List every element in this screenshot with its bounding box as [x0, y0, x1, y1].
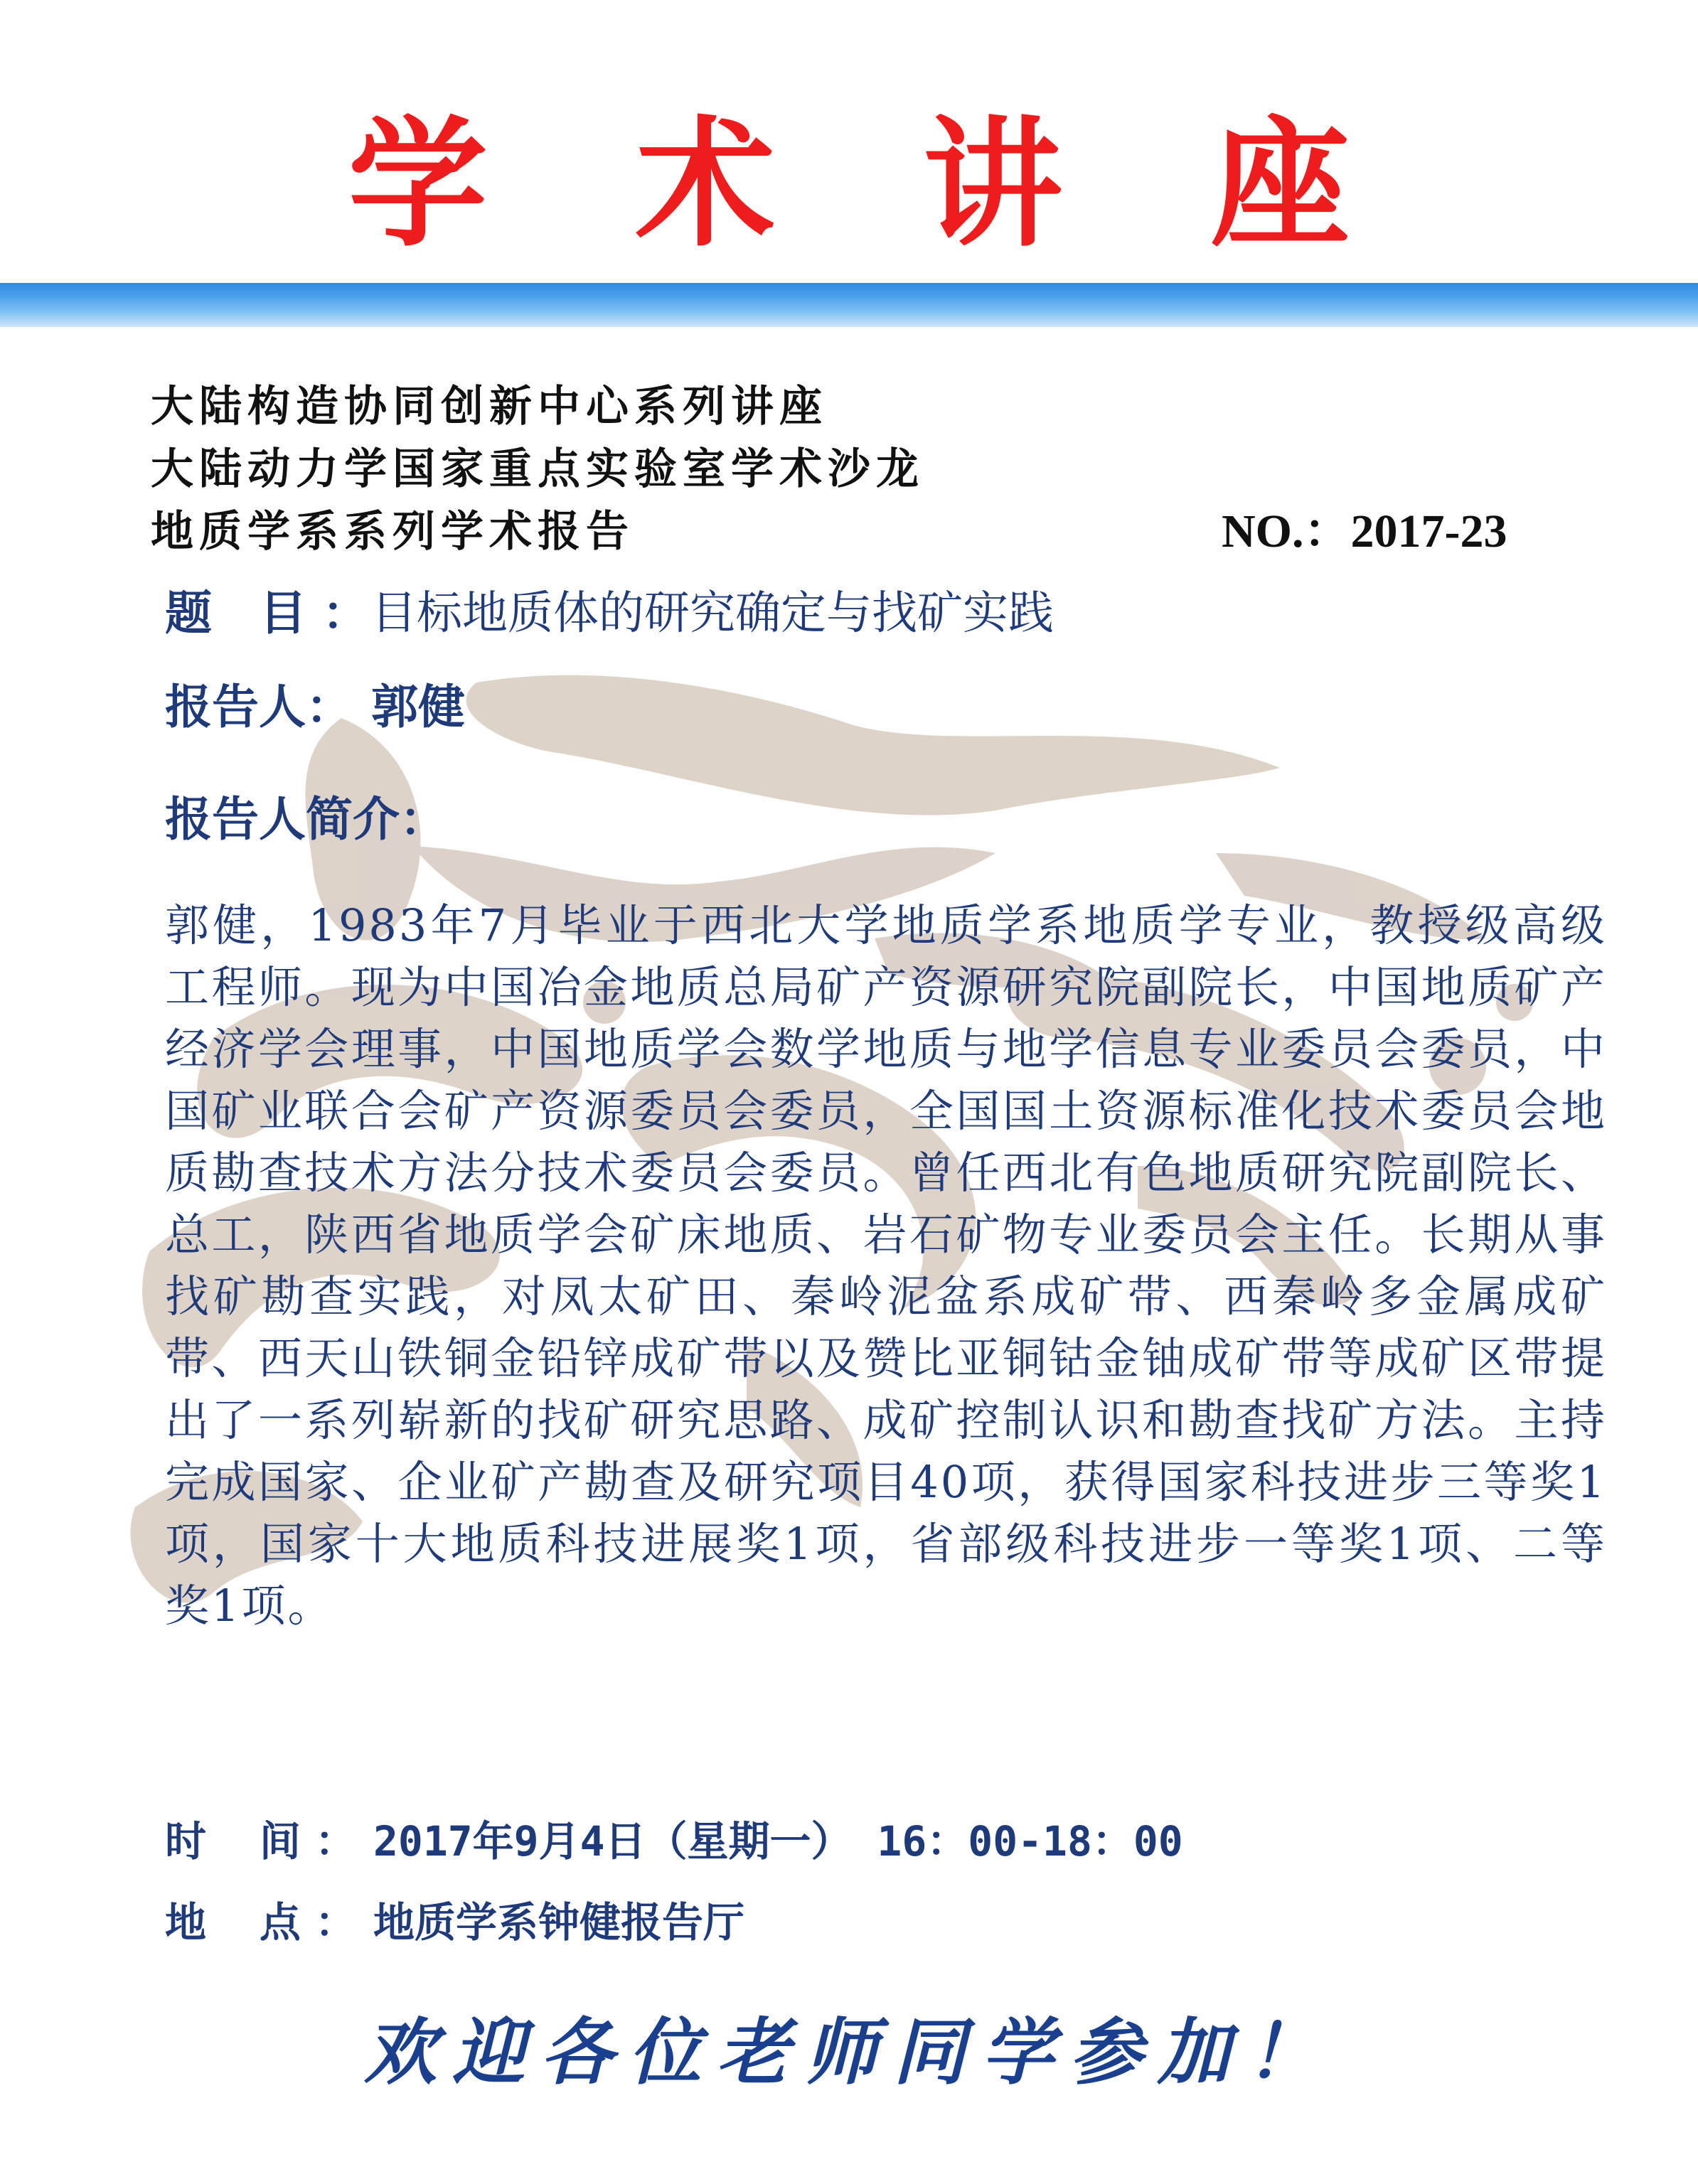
place-value: 地质学系钟健报告厅 — [373, 1898, 745, 1947]
title-banner-bar — [0, 283, 1698, 327]
time-label: 时 间： — [165, 1817, 370, 1866]
speaker-intro-label: 报告人简介： — [165, 792, 447, 847]
series-line-2: 大陆动力学国家重点实验室学术沙龙 — [151, 444, 924, 494]
topic-label: 题 目： — [165, 586, 385, 641]
place-label: 地 点： — [165, 1898, 370, 1947]
topic-value: 目标地质体的研究确定与找矿实践 — [371, 587, 1054, 640]
series-line-3: 地质学系系列学术报告 — [151, 507, 634, 557]
page-title: 学 术 讲 座 — [348, 104, 1400, 266]
time-value: 2017年9月4日（星期一） 16：00-18：00 — [373, 1817, 1183, 1866]
speaker-bio: 郭健，1983年7月毕业于西北大学地质学系地质学专业，教授级高级工程师。现为中国冶金地质总局矿产资源研究院副院长，中国地质矿产经济学会理事，中国地质学会数学地质与地学信息专业委员会委员，中国矿业联合会矿产资源委员会委员，全国国土资源标准化技术委员会地质勘查技术方法分技术委员会委员。曾任西北有色地质研究院副院长、总工，陕西省地质学会矿床地质、岩石矿物专业委员会主任。长期从事找矿勘查实践，对凤太矿田、秦岭泥盆系成矿带、西秦岭多金属成矿带、西天山铁铜金铅锌成矿带以及赞比亚铜钴金铀成矿带等成矿区带提出了一系列崭新的找矿研究思路、成矿控制认识和勘查找矿方法。主持完成国家、企业矿产勘查及研究项目40项，获得国家科技进步三等奖1项，国家十大地质科技进展奖1项，省部级科技进步一等奖1项、二等奖1项。 — [165, 899, 1607, 1632]
speaker-name: 郭健 — [371, 680, 465, 734]
series-line-1: 大陆构造协同创新中心系列讲座 — [151, 382, 828, 432]
welcome-message: 欢迎各位老师同学参加！ — [364, 2010, 1334, 2095]
issue-number: NO.：2017-23 — [1222, 505, 1507, 557]
speaker-label: 报告人： — [165, 680, 353, 734]
